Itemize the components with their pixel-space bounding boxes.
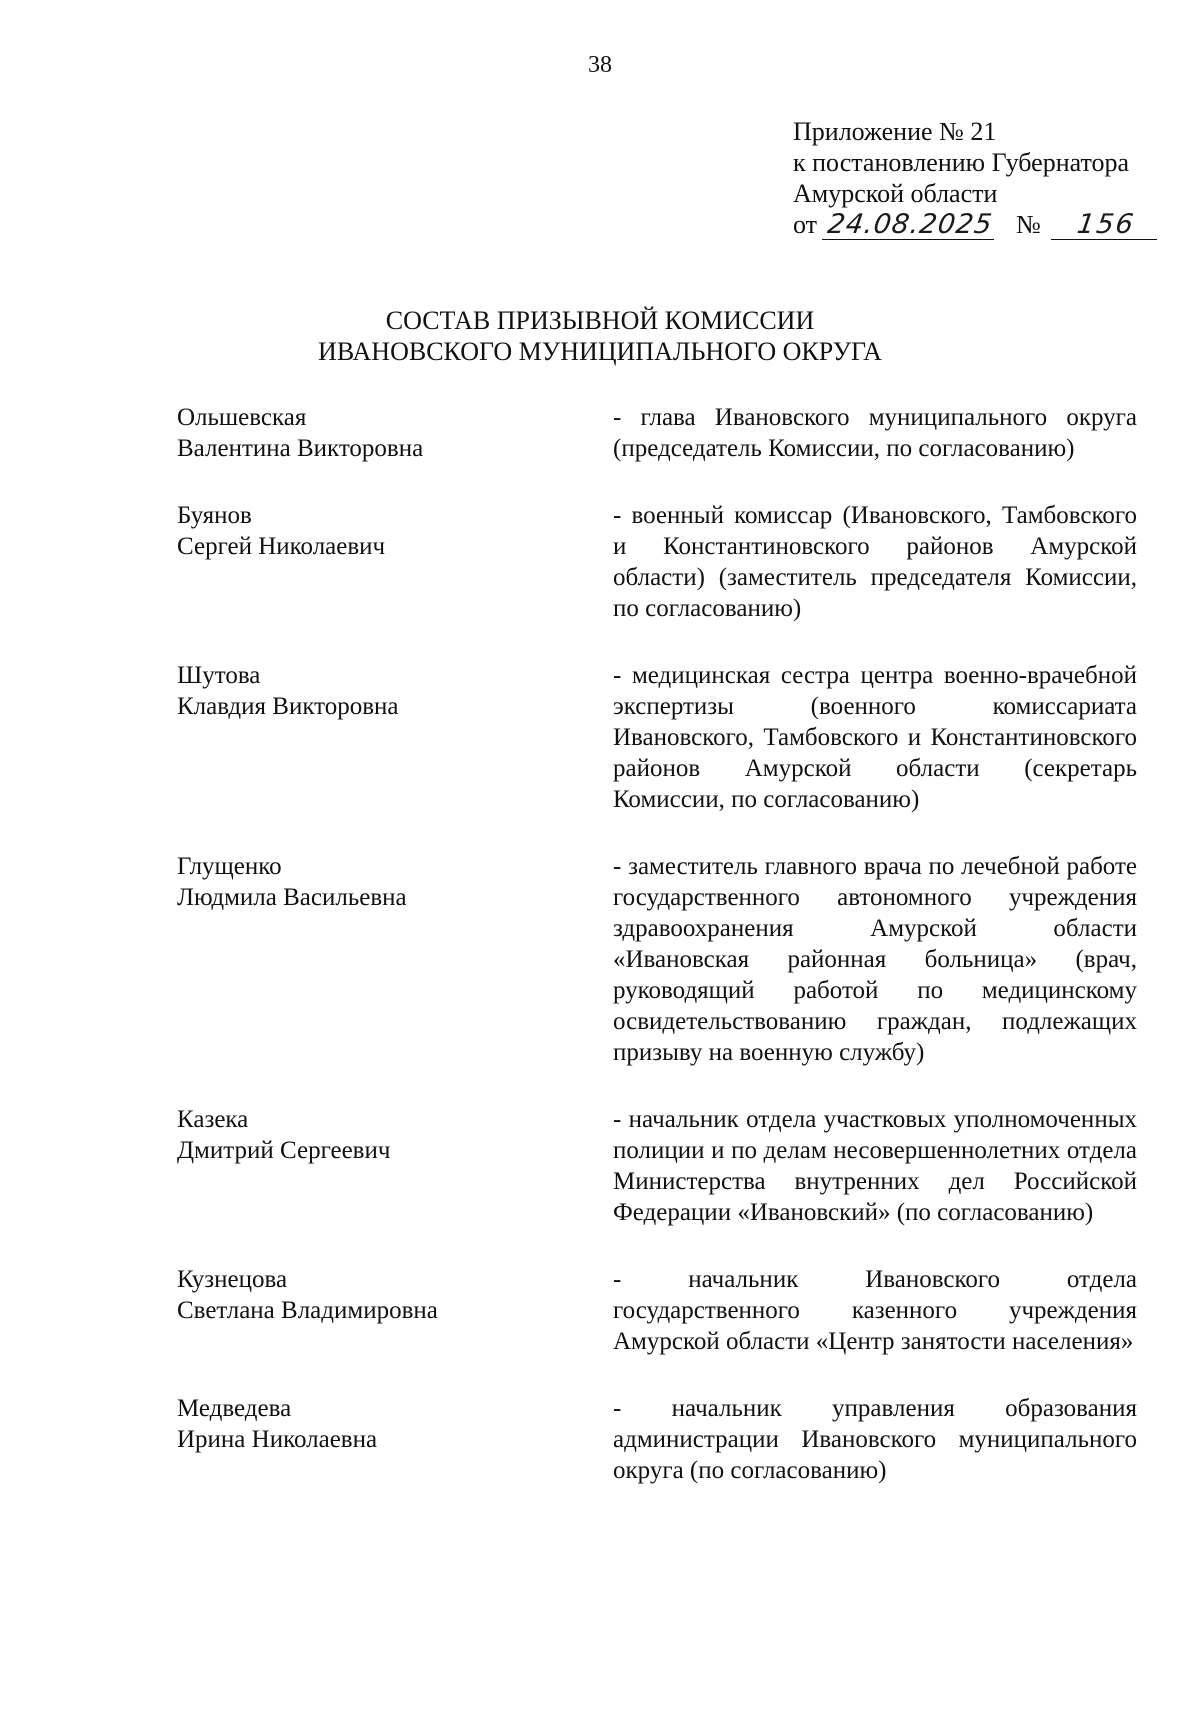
- member-role: - начальник управления образования администрации Ивановского муниципального округа (по согласованию): [613, 1395, 1137, 1484]
- member-surname: Кузнецова: [177, 1266, 288, 1293]
- document-title: [0, 305, 1200, 367]
- number-sign: №: [1016, 210, 1041, 239]
- handwritten-date: 24.08.2025: [821, 211, 997, 240]
- member-given-names: Ирина Николаевна: [177, 1426, 378, 1453]
- date-prefix: от: [793, 210, 818, 239]
- member-entry: [177, 402, 1137, 464]
- member-given-names: Сергей Николаевич: [177, 533, 386, 560]
- member-given-names: Светлана Владимировна: [177, 1297, 438, 1324]
- member-surname: Казека: [177, 1106, 249, 1133]
- member-surname: Ольшевская: [177, 404, 307, 431]
- member-role: - медицинская сестра центра военно-врачебной экспертизы (военного комиссариата Ивановского, Тамбовского и Константиновского районов Амурской области (секретарь Комиссии, по согласованию): [613, 662, 1137, 813]
- member-entry: [177, 1393, 1137, 1486]
- member-name: [177, 660, 613, 815]
- member-surname: Медведева: [177, 1395, 292, 1422]
- handwritten-number: 156: [1051, 211, 1161, 240]
- member-entry: [177, 851, 1137, 1068]
- member-name: [177, 1393, 613, 1486]
- member-surname: Шутова: [177, 662, 261, 689]
- member-role: - начальник отдела участковых уполномоченных полиции и по делам несовершеннолетних отдела Министерства внутренних дел Российской Федерации «Ивановский» (по согласованию): [613, 1106, 1137, 1226]
- member-name: [177, 402, 613, 464]
- page-number: 38: [588, 52, 612, 78]
- member-given-names: Людмила Васильевна: [177, 884, 407, 911]
- appendix-reference: к постановлению Губернатора: [793, 148, 1130, 177]
- title-line-1: СОСТАВ ПРИЗЫВНОЙ КОМИССИИ: [385, 306, 815, 335]
- member-role: - заместитель главного врача по лечебной работе государственного автономного учреждения здравоохранения Амурской области «Ивановская районная больница» (врач, руководящий работой по медицинскому освидетельствованию граждан, подлежащих призыву на военную службу): [613, 853, 1137, 1066]
- member-name: [177, 1104, 613, 1228]
- member-entry: [177, 500, 1137, 624]
- member-given-names: Дмитрий Сергеевич: [177, 1137, 391, 1164]
- member-entry: [177, 660, 1137, 815]
- appendix-date-line: [793, 209, 1173, 240]
- member-surname: Глущенко: [177, 853, 282, 880]
- appendix-region: Амурской области: [793, 179, 998, 208]
- member-name: [177, 500, 613, 624]
- appendix-number: Приложение № 21: [793, 117, 997, 146]
- member-given-names: Клавдия Викторовна: [177, 693, 399, 720]
- member-entry: [177, 1264, 1137, 1357]
- appendix-header: [793, 116, 1173, 240]
- member-role: - глава Ивановского муниципального округа (председатель Комиссии, по согласованию): [613, 404, 1137, 462]
- member-name: [177, 851, 613, 1068]
- member-entry: [177, 1104, 1137, 1228]
- member-role: - военный комиссар (Ивановского, Тамбовского и Константиновского районов Амурской области) (заместитель председателя Комиссии, по согласованию): [613, 502, 1137, 622]
- member-given-names: Валентина Викторовна: [177, 435, 424, 462]
- members-list: [177, 402, 1137, 1522]
- member-name: [177, 1264, 613, 1357]
- member-role: - начальник Ивановского отдела государственного казенного учреждения Амурской области «Центр занятости населения»: [613, 1266, 1137, 1355]
- title-line-2: ИВАНОВСКОГО МУНИЦИПАЛЬНОГО ОКРУГА: [318, 337, 882, 366]
- member-surname: Буянов: [177, 502, 252, 529]
